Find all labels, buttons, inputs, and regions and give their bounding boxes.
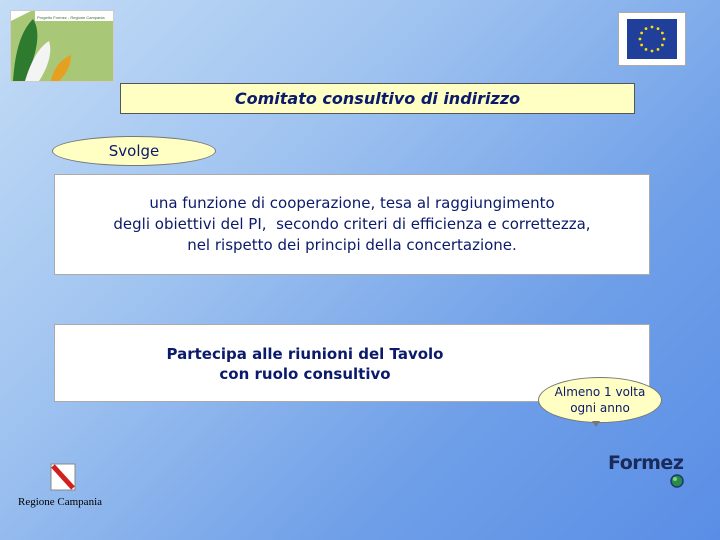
svolge-label: Svolge (108, 142, 160, 160)
logo-text: Progetto Formez - Regione Campania (37, 15, 105, 20)
callout-line-1: Almeno 1 volta (554, 385, 646, 399)
participation-line-1: Partecipa alle riunioni del Tavolo (166, 345, 444, 363)
participation-line-2: con ruolo consultivo (219, 365, 391, 383)
eu-star (651, 26, 654, 29)
eu-star (651, 50, 654, 53)
page-title-text: Comitato consultivo di indirizzo (234, 89, 521, 108)
eu-star (640, 44, 643, 47)
eu-star (645, 48, 648, 51)
eu-star (639, 38, 642, 41)
eu-flag-frame (618, 12, 686, 66)
eu-star (661, 44, 664, 47)
eu-star (663, 38, 666, 41)
function-description-box (54, 174, 650, 275)
frequency-callout (538, 377, 662, 423)
region-label: Regione Campania (18, 496, 103, 508)
svolge-label-ellipse (52, 136, 216, 166)
eu-star (645, 27, 648, 30)
function-line-3: nel rispetto dei principi della concertazione. (187, 236, 517, 254)
page-title (120, 83, 635, 114)
region-crest-icon (50, 463, 76, 491)
eu-star (657, 48, 660, 51)
callout-line-2: ogni anno (570, 401, 630, 415)
formez-logo-text: Formez (608, 452, 684, 474)
logo-graphic-icon (11, 11, 114, 82)
eu-star (640, 32, 643, 35)
project-logo (10, 10, 114, 82)
eu-star (661, 32, 664, 35)
eu-star (657, 27, 660, 30)
eu-stars-flag-icon (627, 19, 677, 59)
function-line-2: degli obiettivi del PI, secondo criteri di efficienza e correttezza, (113, 215, 591, 233)
function-line-1: una funzione di cooperazione, tesa al raggiungimento (149, 194, 555, 212)
callout-pointer (592, 421, 600, 427)
formez-globe-icon (668, 472, 686, 490)
